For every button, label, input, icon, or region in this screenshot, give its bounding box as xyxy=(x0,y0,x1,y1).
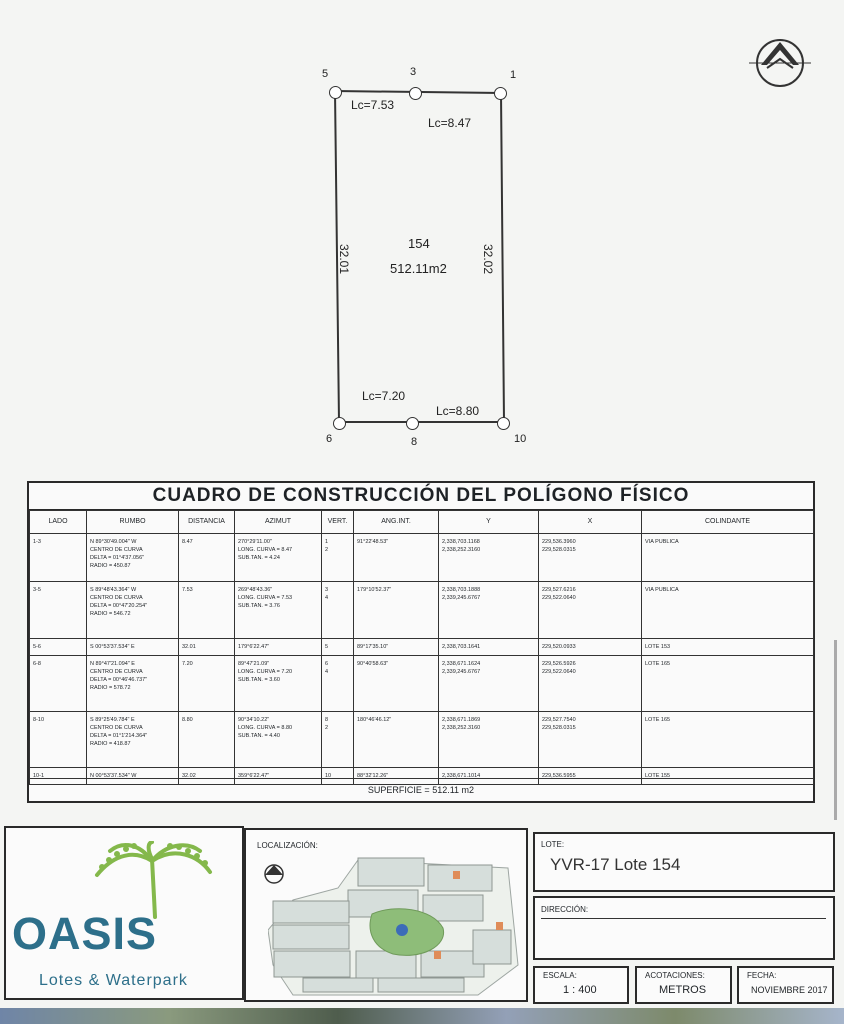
table-cell-x xyxy=(539,582,642,639)
bottom-photo-strip xyxy=(0,1008,844,1024)
cell-line: 2,338,671.1869 xyxy=(442,717,481,723)
location-map xyxy=(268,850,524,998)
table-cell-azimut xyxy=(235,656,322,712)
arc-label-bottom-right: Lc=8.80 xyxy=(436,404,480,418)
cell-line: N 89°47'21.094" E xyxy=(90,661,135,667)
table-cell-colindante xyxy=(642,712,814,768)
vertex-label-3: 3 xyxy=(410,66,417,78)
table-cell-y xyxy=(439,639,539,656)
cell-line: 2,338,252.3160 xyxy=(442,547,481,553)
cell-line: S 00°53'37.534" E xyxy=(90,644,135,650)
cell-line: RADIO = 418.87 xyxy=(90,741,131,747)
arc-label-top-left: Lc=7.53 xyxy=(351,98,395,112)
table-title: CUADRO DE CONSTRUCCIÓN DEL POLÍGONO FÍSICO xyxy=(29,483,813,511)
cell-line: 10 xyxy=(325,773,332,779)
superficie-total: SUPERFICIE = 512.11 m2 xyxy=(29,778,813,801)
cell-line: 229,520.0933 xyxy=(542,644,576,650)
arc-label-top-right: Lc=8.47 xyxy=(428,116,472,130)
cell-line: 229,527.7540 xyxy=(542,717,576,723)
table-cell-rumbo xyxy=(87,712,179,768)
lote-value: YVR-17 Lote 154 xyxy=(550,855,681,874)
cell-line: 2,338,703.1168 xyxy=(442,539,480,545)
fecha-value: NOVIEMBRE 2017 xyxy=(751,985,828,995)
construction-table xyxy=(29,510,814,785)
table-cell-ang-int xyxy=(354,639,439,656)
cell-value: 8.47 xyxy=(182,539,193,545)
table-body xyxy=(30,534,814,785)
cell-line: SUB.TAN. = 4.24 xyxy=(238,555,280,561)
cell-line: 1 xyxy=(325,539,329,545)
table-cell-lado xyxy=(30,582,87,639)
vertex-3 xyxy=(409,87,422,100)
acotaciones-label: ACOTACIONES: xyxy=(645,971,705,980)
vertex-label-1: 1 xyxy=(510,69,517,81)
logo-tagline: Lotes & Waterpark xyxy=(39,972,188,989)
cell-value: 5-6 xyxy=(33,644,41,650)
side-length-right: 32.02 xyxy=(481,243,496,275)
cell-line: SUB.TAN. = 3.76 xyxy=(238,603,280,609)
table-cell-lado xyxy=(30,656,87,712)
cell-line: 229,528.0315 xyxy=(542,547,576,553)
escala-value: 1 : 400 xyxy=(563,984,597,996)
cell-line: DELTA = 00°47'20.254" xyxy=(90,603,148,609)
vertex-label-10: 10 xyxy=(514,433,527,445)
table-cell-distancia xyxy=(179,712,235,768)
table-cell-colindante xyxy=(642,639,814,656)
cell-line: RADIO = 546.72 xyxy=(90,611,131,617)
cell-line: N 89°30'49.004" W xyxy=(90,539,137,545)
cell-line: DELTA = 00°46'46.737" xyxy=(90,677,148,683)
table-cell-x xyxy=(539,639,642,656)
cell-value: LOTE 165 xyxy=(645,661,671,667)
header-rumbo: RUMBO xyxy=(87,511,179,534)
table-header-row xyxy=(30,511,814,534)
vertex-1 xyxy=(494,87,507,100)
cell-line: 179°10'52.37" xyxy=(357,587,392,593)
table-cell-lado xyxy=(30,639,87,656)
table-row xyxy=(30,639,814,656)
cell-line: 229,536.5955 xyxy=(542,773,576,779)
cell-value: VIA PUBLICA xyxy=(645,539,679,545)
table-row xyxy=(30,534,814,582)
header-colindante: COLINDANTE xyxy=(642,511,814,534)
fecha-box xyxy=(737,966,834,1004)
construction-table-panel xyxy=(27,481,815,803)
lot-number: 154 xyxy=(408,236,430,251)
header-distancia: DISTANCIA xyxy=(179,511,235,534)
table-cell-distancia xyxy=(179,582,235,639)
table-cell-distancia xyxy=(179,639,235,656)
cell-line: 3 xyxy=(325,587,329,593)
table-row xyxy=(30,712,814,768)
cell-line: 91°22'48.53" xyxy=(357,539,389,545)
cell-line: 5 xyxy=(325,644,329,650)
cell-line: RADIO = 450.87 xyxy=(90,563,131,569)
cell-value: LOTE 153 xyxy=(645,644,671,650)
cell-value: 8-10 xyxy=(33,717,45,723)
direccion-underline xyxy=(541,918,826,919)
cell-line: 2,338,671.1624 xyxy=(442,661,481,667)
cell-line: 2 xyxy=(325,725,329,731)
cell-line: LONG. CURVA = 7.20 xyxy=(238,669,293,675)
cell-line: 229,522.0640 xyxy=(542,595,576,601)
cell-line: 2,338,703.1641 xyxy=(442,644,481,650)
logo-brand: OASIS xyxy=(12,908,158,959)
table-cell-lado xyxy=(30,712,87,768)
cell-line: 229,528.0315 xyxy=(542,725,576,731)
cell-line: 2,339,245.6767 xyxy=(442,595,481,601)
cell-line: LONG. CURVA = 7.53 xyxy=(238,595,293,601)
cell-line: 90°34'10.22" xyxy=(238,717,270,723)
table-cell-distancia xyxy=(179,656,235,712)
lote-label: LOTE: xyxy=(541,840,565,849)
header-vert: VERT. xyxy=(322,511,354,534)
table-cell-y xyxy=(439,582,539,639)
cell-line: 229,536.3960 xyxy=(542,539,576,545)
table-cell-rumbo xyxy=(87,582,179,639)
vertex-8 xyxy=(406,417,419,430)
cell-value: 7.53 xyxy=(182,587,193,593)
cell-value: LOTE 165 xyxy=(645,717,671,723)
direccion-box xyxy=(533,896,835,960)
table-cell-y xyxy=(439,534,539,582)
cell-value: VIA PUBLICA xyxy=(645,587,679,593)
cell-line: 90°40'58.63" xyxy=(357,661,389,667)
table-cell-y xyxy=(439,712,539,768)
table-cell-colindante xyxy=(642,656,814,712)
cell-line: 2 xyxy=(325,547,329,553)
cell-line: LONG. CURVA = 8.80 xyxy=(238,725,293,731)
location-map-box xyxy=(244,828,528,1002)
localization-label: LOCALIZACIÓN: xyxy=(257,841,318,850)
table-row xyxy=(30,656,814,712)
table-cell-vert xyxy=(322,582,354,639)
table-cell-y xyxy=(439,656,539,712)
cell-line: 4 xyxy=(325,669,329,675)
cell-line: 89°17'35.10" xyxy=(357,644,389,650)
lot-area: 512.11m2 xyxy=(390,261,447,276)
header-lado: LADO xyxy=(30,511,87,534)
cell-line: 4 xyxy=(325,595,329,601)
cell-line: CENTRO DE CURVA xyxy=(90,547,143,553)
cell-line: SUB.TAN. = 4.40 xyxy=(238,733,280,739)
table-cell-vert xyxy=(322,712,354,768)
cell-value: 3-5 xyxy=(33,587,41,593)
vertex-label-8: 8 xyxy=(411,436,418,448)
table-cell-x xyxy=(539,534,642,582)
cell-line: 179°6'22.47" xyxy=(238,644,270,650)
side-length-left: 32.01 xyxy=(337,243,352,275)
acotaciones-value: METROS xyxy=(659,984,707,996)
cell-line: 88°32'12.26" xyxy=(357,773,389,779)
header-x: X xyxy=(539,511,642,534)
cell-line: DELTA = 01°1'214.364" xyxy=(90,733,148,739)
cell-line: 89°47'21.09" xyxy=(238,661,270,667)
table-cell-ang-int xyxy=(354,712,439,768)
cell-line: CENTRO DE CURVA xyxy=(90,595,143,601)
cell-value: 7.20 xyxy=(182,661,193,667)
cell-line: 8 xyxy=(325,717,329,723)
header-y: Y xyxy=(439,511,539,534)
cell-line: 180°46'46.12" xyxy=(357,717,392,723)
arc-label-bottom-left: Lc=7.20 xyxy=(362,389,406,403)
table-cell-ang-int xyxy=(354,656,439,712)
cell-value: 10-1 xyxy=(33,773,45,779)
vertex-10 xyxy=(497,417,510,430)
cell-line: S 89°25'49.784" E xyxy=(90,717,135,723)
cell-value: 8.80 xyxy=(182,717,193,723)
cell-value: LOTE 155 xyxy=(645,773,671,779)
cell-line: 270°29'11.00" xyxy=(238,539,272,545)
cell-line: 269°48'43.36" xyxy=(238,587,273,593)
vertex-label-5: 5 xyxy=(322,68,329,80)
table-cell-rumbo xyxy=(87,656,179,712)
cell-line: LONG. CURVA = 8.47 xyxy=(238,547,293,553)
table-row xyxy=(30,582,814,639)
cell-line: 2,338,252.3160 xyxy=(442,725,481,731)
table-cell-azimut xyxy=(235,712,322,768)
vertex-label-6: 6 xyxy=(326,433,333,445)
table-cell-azimut xyxy=(235,582,322,639)
escala-box xyxy=(533,966,629,1004)
cell-line: 2,338,671.1014 xyxy=(442,773,481,779)
cell-line: 229,522.0640 xyxy=(542,669,576,675)
cell-value: 6-8 xyxy=(33,661,41,667)
cell-value: 32.01 xyxy=(182,644,196,650)
cell-line: DELTA = 01°4'37.056" xyxy=(90,555,145,561)
cell-line: CENTRO DE CURVA xyxy=(90,725,143,731)
table-cell-vert xyxy=(322,656,354,712)
table-cell-rumbo xyxy=(87,534,179,582)
north-arrow-icon xyxy=(749,37,811,91)
cell-line: 229,526.5926 xyxy=(542,661,576,667)
page-scroll-indicator[interactable] xyxy=(834,640,837,820)
cell-line: SUB.TAN. = 3.60 xyxy=(238,677,280,683)
header-ang-int: ANG.INT. xyxy=(354,511,439,534)
direccion-label: DIRECCIÓN: xyxy=(541,905,589,914)
cell-line: RADIO = 578.72 xyxy=(90,685,131,691)
table-cell-ang-int xyxy=(354,582,439,639)
table-cell-colindante xyxy=(642,534,814,582)
table-cell-azimut xyxy=(235,639,322,656)
table-cell-x xyxy=(539,712,642,768)
cell-line: 359°6'22.47" xyxy=(238,773,270,779)
cell-line: 6 xyxy=(325,661,329,667)
table-cell-colindante xyxy=(642,582,814,639)
fecha-label: FECHA: xyxy=(747,971,777,980)
logo-box xyxy=(4,826,244,1000)
lote-box xyxy=(533,832,835,892)
table-cell-vert xyxy=(322,639,354,656)
vertex-5 xyxy=(329,86,342,99)
cell-line: N 00°53'37.534" W xyxy=(90,773,137,779)
table-cell-lado xyxy=(30,534,87,582)
cell-line: 229,527.6216 xyxy=(542,587,576,593)
table-cell-azimut xyxy=(235,534,322,582)
acotaciones-box xyxy=(635,966,732,1004)
header-azimut: AZIMUT xyxy=(235,511,322,534)
cell-line: S 89°48'43.364" W xyxy=(90,587,137,593)
cell-value: 1-3 xyxy=(33,539,41,545)
table-cell-vert xyxy=(322,534,354,582)
cell-value: 32.02 xyxy=(182,773,196,779)
table-cell-ang-int xyxy=(354,534,439,582)
cell-line: 2,339,245.6767 xyxy=(442,669,481,675)
table-cell-rumbo xyxy=(87,639,179,656)
vertex-6 xyxy=(333,417,346,430)
cell-line: CENTRO DE CURVA xyxy=(90,669,143,675)
escala-label: ESCALA: xyxy=(543,971,577,980)
table-cell-x xyxy=(539,656,642,712)
table-cell-distancia xyxy=(179,534,235,582)
cell-line: 2,338,703.1888 xyxy=(442,587,481,593)
